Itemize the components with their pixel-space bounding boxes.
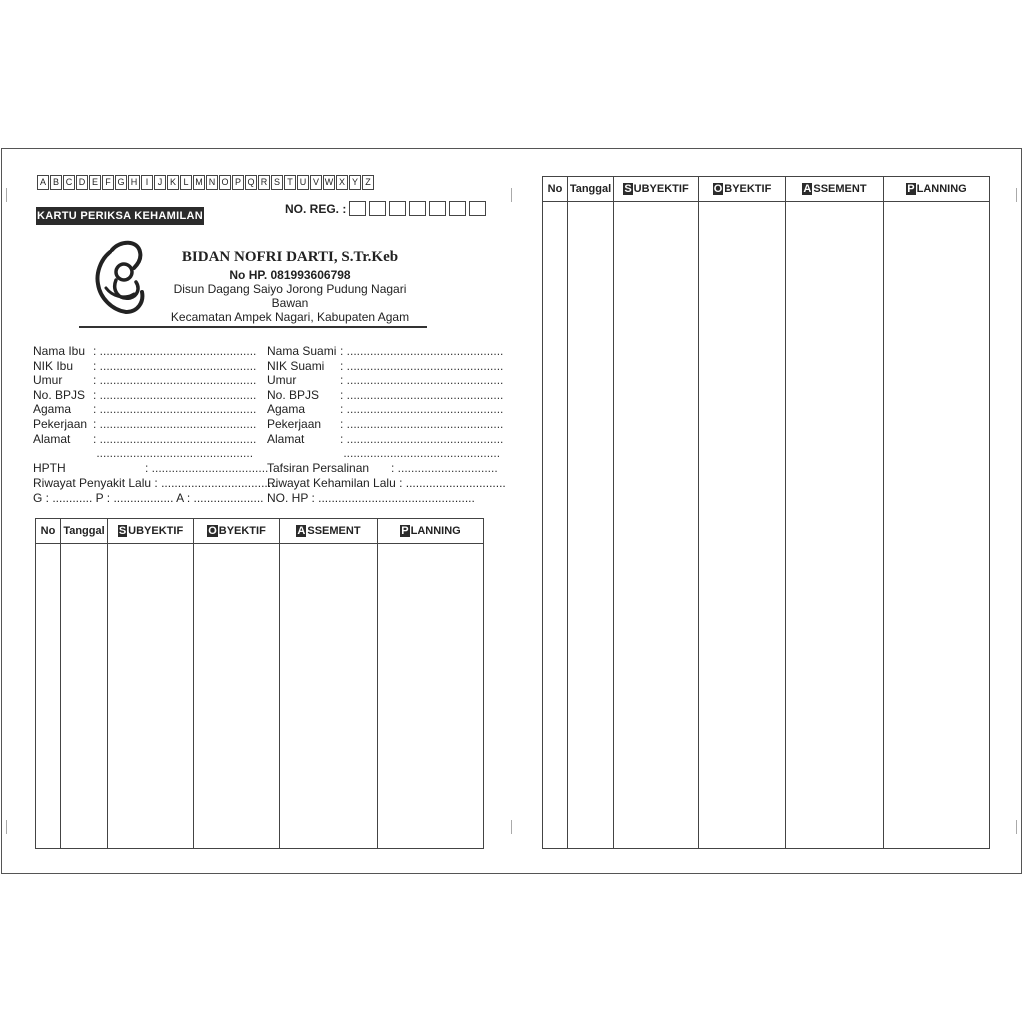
mother-field-label: Agama: [33, 402, 72, 417]
husband-field-label: Agama: [267, 402, 306, 417]
alphabet-box[interactable]: L: [180, 175, 192, 190]
cell-planning[interactable]: [378, 544, 484, 849]
husband-field[interactable]: [267, 373, 503, 388]
cell-subyektif[interactable]: [614, 202, 699, 849]
fold-mark: [6, 820, 7, 834]
alphabet-box[interactable]: P: [232, 175, 244, 190]
soap-table-left: [35, 518, 484, 849]
clinic-address-line2: Kecamatan Ampek Nagari, Kabupaten Agam: [170, 310, 410, 324]
hpht-field[interactable]: [33, 461, 268, 476]
husband-field-label: No. BPJS: [267, 387, 320, 402]
hpht-dots: : ...................................: [145, 461, 269, 475]
registration-label: NO. REG. :: [285, 201, 347, 216]
clinic-address-line1: Disun Dagang Saiyo Jorong Pudung Nagari Bawan: [173, 282, 407, 310]
alphabet-box[interactable]: B: [50, 175, 62, 190]
card-title: KARTU PERIKSA KEHAMILAN: [36, 207, 204, 225]
alphabet-box[interactable]: R: [258, 175, 270, 190]
header-subyektif: S UBYEKTIF: [614, 177, 699, 202]
header-obyektif: O BYEKTIF: [699, 177, 786, 202]
husband-field-dots: : ...............................................: [340, 373, 504, 388]
mother-field[interactable]: [33, 432, 256, 447]
husband-field-dots: : ...............................................: [340, 402, 504, 417]
registration-number: [285, 201, 489, 216]
clinic-name: BIDAN NOFRI DARTI, S.Tr.Keb: [181, 249, 399, 265]
husband-field-label: Nama Suami: [267, 344, 337, 358]
header-no: No: [36, 519, 61, 544]
gpa-field[interactable]: [33, 491, 264, 506]
header-subyektif: S UBYEKTIF: [108, 519, 194, 544]
registration-box[interactable]: [349, 201, 366, 216]
fold-mark: [511, 188, 512, 202]
fold-mark: [511, 820, 512, 834]
husband-field-label: Alamat: [267, 431, 305, 446]
mother-field[interactable]: [33, 388, 256, 403]
fold-mark: [6, 188, 7, 202]
alphabet-index: [37, 175, 375, 190]
header-tanggal: Tanggal: [568, 177, 614, 202]
hpht-label: HPTH: [33, 461, 66, 475]
alphabet-box[interactable]: Y: [349, 175, 361, 190]
alphabet-box[interactable]: A: [37, 175, 49, 190]
mother-field-label: NIK Ibu: [33, 358, 74, 373]
gpa-label: G : ............ P : .................. A : .....................: [33, 491, 264, 505]
riwayat-kehamilan-label: Riwayat Kehamilan Lalu : ..............................: [267, 476, 506, 490]
header-assement: A SSEMENT: [786, 177, 884, 202]
mother-child-logo: [90, 236, 150, 316]
mother-field-dots: : ...............................................: [93, 387, 257, 402]
cell-assement[interactable]: [786, 202, 884, 849]
alphabet-box[interactable]: H: [128, 175, 140, 190]
husband-field-dots: : ...............................................: [340, 387, 504, 402]
soap-table-right: [542, 176, 990, 849]
tafsiran-dots: : ..............................: [391, 461, 498, 475]
registration-box[interactable]: [449, 201, 466, 216]
nohp-field[interactable]: [267, 491, 475, 506]
cell-no[interactable]: [36, 544, 61, 849]
husband-field[interactable]: [267, 417, 503, 432]
mother-field-dots: : ...............................................: [93, 358, 257, 373]
alphabet-box[interactable]: X: [336, 175, 348, 190]
nohp-label: NO. HP : ...............................................: [267, 491, 475, 505]
registration-box[interactable]: [389, 201, 406, 216]
husband-field[interactable]: [267, 359, 503, 374]
mother-field-dots: : ...............................................: [93, 373, 257, 388]
mother-field[interactable]: [33, 402, 256, 417]
alphabet-box[interactable]: W: [323, 175, 335, 190]
header-divider: [79, 326, 427, 328]
registration-box[interactable]: [429, 201, 446, 216]
registration-box[interactable]: [369, 201, 386, 216]
alphabet-box[interactable]: M: [193, 175, 205, 190]
husband-field-label: Umur: [267, 373, 297, 388]
alphabet-box[interactable]: J: [154, 175, 166, 190]
alphabet-box[interactable]: S: [271, 175, 283, 190]
alphabet-box[interactable]: K: [167, 175, 179, 190]
cell-no[interactable]: [543, 202, 568, 849]
alphabet-box[interactable]: I: [141, 175, 153, 190]
mother-field[interactable]: [33, 344, 256, 359]
alphabet-box[interactable]: G: [115, 175, 127, 190]
header-assement: A SSEMENT: [280, 519, 378, 544]
riwayat-kehamilan-field[interactable]: [267, 476, 506, 491]
alphabet-box[interactable]: F: [102, 175, 114, 190]
alphabet-box[interactable]: Q: [245, 175, 257, 190]
mother-field[interactable]: [33, 446, 253, 461]
riwayat-penyakit-field[interactable]: [33, 476, 278, 491]
alphabet-box[interactable]: U: [297, 175, 309, 190]
mother-field-label: No. BPJS: [33, 387, 86, 402]
header-obyektif: O BYEKTIF: [194, 519, 280, 544]
husband-field[interactable]: [267, 344, 503, 359]
tafsiran-field[interactable]: [267, 461, 498, 476]
alphabet-box[interactable]: T: [284, 175, 296, 190]
husband-field[interactable]: [267, 446, 500, 461]
cell-planning[interactable]: [884, 202, 990, 849]
alphabet-box[interactable]: Z: [362, 175, 374, 190]
tafsiran-label: Tafsiran Persalinan: [267, 461, 370, 475]
header-planning: P LANNING: [378, 519, 484, 544]
header-planning: P LANNING: [884, 177, 990, 202]
cell-tanggal[interactable]: [568, 202, 614, 849]
mother-field[interactable]: [33, 359, 256, 374]
mother-field[interactable]: [33, 373, 256, 388]
clinic-phone: No HP. 081993606798: [229, 268, 351, 282]
mother-field-dots: : ...............................................: [93, 417, 257, 431]
registration-box[interactable]: [409, 201, 426, 216]
cell-tanggal[interactable]: [61, 544, 108, 849]
husband-field-dots: ...............................................: [340, 446, 501, 461]
husband-field-label: NIK Suami: [267, 358, 325, 373]
mother-field-dots: ...............................................: [93, 446, 254, 461]
header-tanggal: Tanggal: [61, 519, 108, 544]
cell-obyektif[interactable]: [194, 544, 280, 849]
alphabet-box[interactable]: C: [63, 175, 75, 190]
header-no: No: [543, 177, 568, 202]
alphabet-box[interactable]: N: [206, 175, 218, 190]
mother-field-label: Alamat: [33, 431, 71, 446]
mother-field-label: Umur: [33, 373, 63, 388]
husband-field-dots: : ...............................................: [340, 417, 504, 431]
husband-field[interactable]: [267, 432, 503, 447]
cell-assement[interactable]: [280, 544, 378, 849]
husband-field-dots: : ...............................................: [340, 344, 504, 358]
husband-field-dots: : ...............................................: [340, 431, 504, 446]
alphabet-box[interactable]: V: [310, 175, 322, 190]
cell-subyektif[interactable]: [108, 544, 194, 849]
husband-field[interactable]: [267, 388, 503, 403]
fold-mark: [1016, 188, 1017, 202]
riwayat-penyakit-label: Riwayat Penyakit Lalu : ...................................: [33, 476, 278, 490]
fold-mark: [1016, 820, 1017, 834]
mother-field-label: Nama Ibu: [33, 344, 86, 358]
alphabet-box[interactable]: E: [89, 175, 101, 190]
clinic-header: [155, 249, 425, 324]
husband-field-label: Pekerjaan: [267, 417, 322, 431]
husband-field-dots: : ...............................................: [340, 358, 504, 373]
mother-field-dots: : ...............................................: [93, 344, 257, 358]
alphabet-box[interactable]: D: [76, 175, 88, 190]
mother-field[interactable]: [33, 417, 256, 432]
husband-field[interactable]: [267, 402, 503, 417]
mother-field-dots: : ...............................................: [93, 431, 257, 446]
mother-field-dots: : ...............................................: [93, 402, 257, 417]
mother-field-label: Pekerjaan: [33, 417, 88, 431]
alphabet-box[interactable]: O: [219, 175, 231, 190]
cell-obyektif[interactable]: [699, 202, 786, 849]
registration-box[interactable]: [469, 201, 486, 216]
